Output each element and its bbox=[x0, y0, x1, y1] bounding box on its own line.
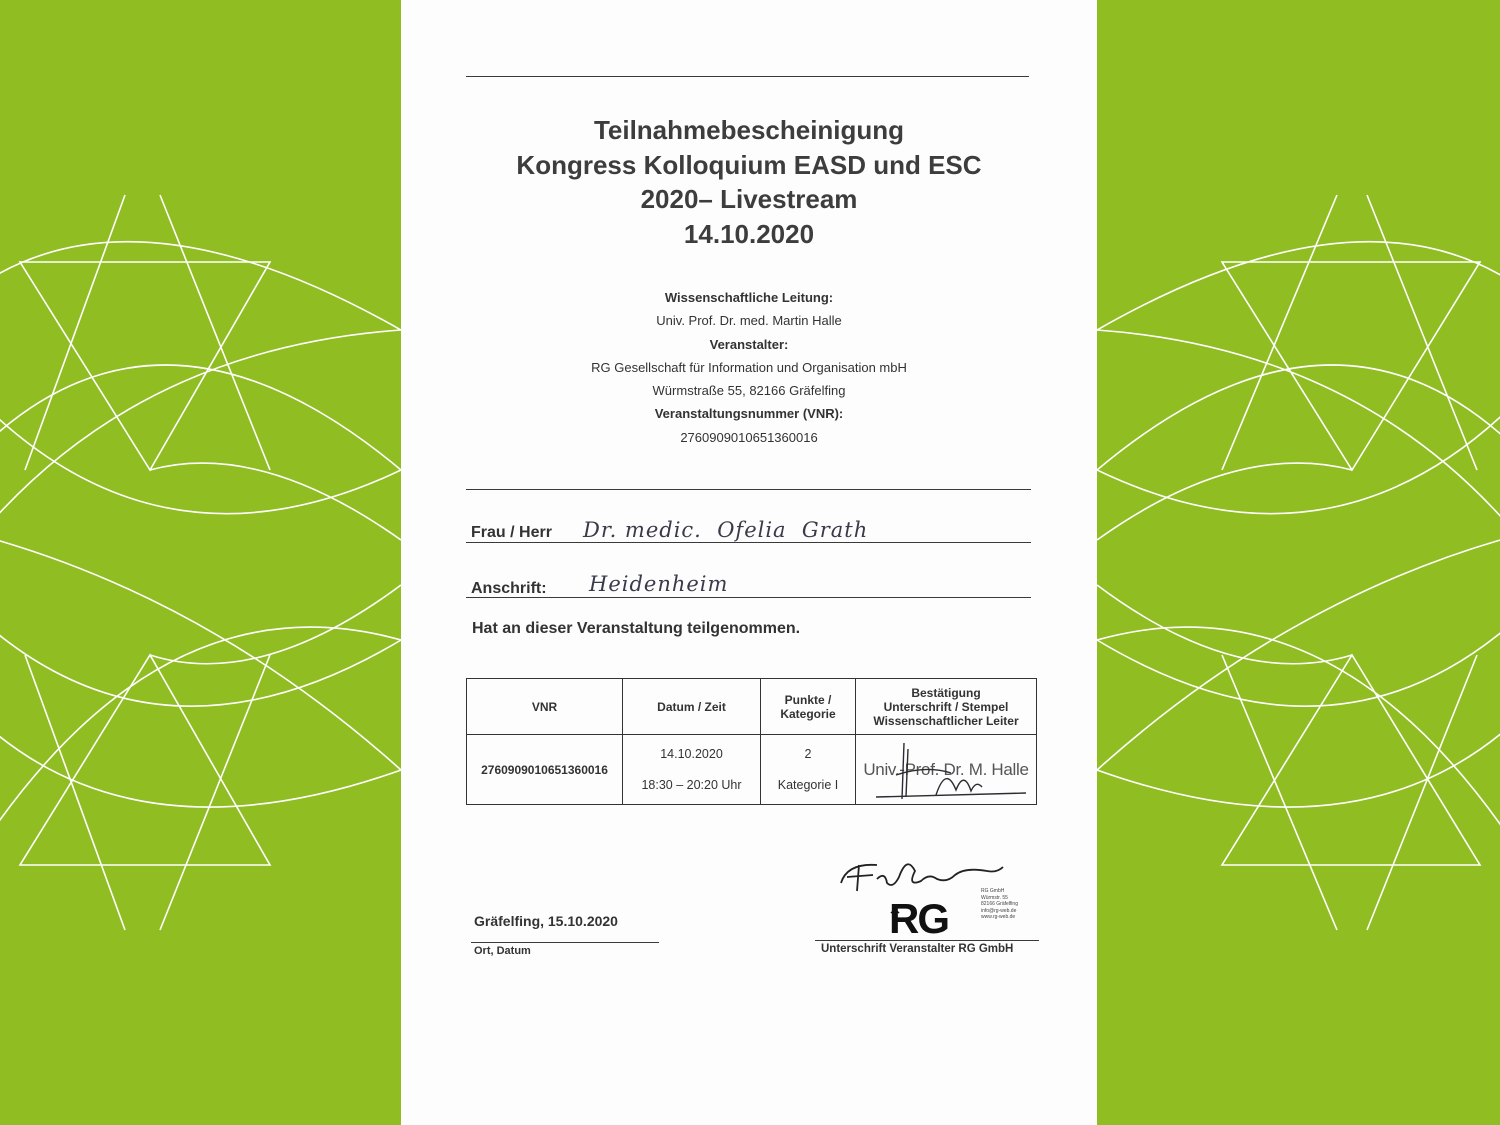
organizer-signature-stroke bbox=[841, 864, 1003, 891]
right-decorative-panel bbox=[1097, 0, 1500, 1125]
middle-rule bbox=[466, 489, 1031, 490]
signer-name: Univ.-Prof. Dr. M. Halle bbox=[863, 759, 1029, 779]
name-handwritten: Dr. medic. Ofelia Grath bbox=[583, 518, 869, 542]
organizer-signature-caption: Unterschrift Veranstalter RG GmbH bbox=[821, 943, 1014, 955]
address-line bbox=[466, 597, 1031, 598]
table-row bbox=[467, 735, 1037, 805]
scientific-lead-signature bbox=[856, 735, 1036, 804]
header-confirmation-line: Bestätigung bbox=[911, 685, 981, 700]
scientific-lead-label: Wissenschaftliche Leitung: bbox=[664, 290, 834, 305]
stamp-line: www.rg-web.de bbox=[981, 914, 1016, 920]
table-header-row bbox=[467, 679, 1037, 735]
row-points-value: 2 bbox=[804, 746, 812, 761]
stamp-line: Würmstr. 55 bbox=[981, 894, 1008, 901]
address-handwritten: Heidenheim bbox=[589, 572, 729, 596]
title-line: 14.10.2020 bbox=[683, 218, 815, 249]
event-info bbox=[401, 286, 1097, 449]
certificate-document bbox=[401, 0, 1097, 1125]
header-points-line: Punkte / bbox=[784, 692, 832, 707]
place-date: Gräfelfing, 15.10.2020 bbox=[474, 913, 618, 929]
name-label: Frau / Herr bbox=[471, 524, 552, 541]
scientific-lead: Univ. Prof. Dr. med. Martin Halle bbox=[656, 313, 842, 329]
stamp-logo: RG bbox=[889, 895, 948, 938]
title-line: Teilnahmebescheinigung bbox=[593, 115, 905, 145]
row-vnr: 2760909010651360016 bbox=[467, 735, 623, 805]
header-datetime: Datum / Zeit bbox=[623, 679, 761, 735]
organizer-signature-line bbox=[815, 940, 1039, 941]
vnr-label: Veranstaltungsnummer (VNR): bbox=[654, 406, 844, 422]
stamp-line: info@rg-web.de bbox=[981, 907, 1017, 914]
title-line: Kongress Kolloquium EASD und ESC bbox=[516, 149, 982, 180]
stamp-line: RG GmbH bbox=[981, 888, 1005, 894]
header-confirmation-line: Unterschrift / Stempel bbox=[883, 699, 1009, 714]
vnr-value: 2760909010651360016 bbox=[680, 429, 818, 445]
left-line-ornament bbox=[0, 0, 401, 1125]
organizer-address: Würmstraße 55, 82166 Gräfelfing bbox=[652, 383, 846, 399]
row-category: Kategorie I bbox=[777, 777, 839, 792]
certificate-title bbox=[401, 113, 1097, 251]
left-decorative-panel bbox=[0, 0, 401, 1125]
header-vnr: VNR bbox=[467, 679, 623, 735]
right-line-ornament bbox=[1097, 0, 1500, 1125]
stamp-line: 82166 Gräfelfing bbox=[981, 901, 1018, 907]
certificate-table bbox=[466, 678, 1037, 805]
row-signature-cell bbox=[856, 735, 1037, 805]
header-points bbox=[761, 679, 856, 735]
stamp-text bbox=[981, 888, 1018, 921]
organizer-name: RG Gesellschaft für Information und Organisation mbH bbox=[591, 359, 907, 375]
top-rule bbox=[466, 76, 1029, 77]
row-date: 14.10.2020 bbox=[660, 746, 723, 761]
header-confirmation bbox=[856, 679, 1037, 735]
row-datetime bbox=[623, 735, 761, 805]
title-line: 2020– Livestream bbox=[640, 184, 858, 214]
participation-statement: Hat an dieser Veranstaltung teilgenommen. bbox=[472, 620, 801, 637]
row-points bbox=[761, 735, 856, 805]
place-date-caption: Ort, Datum bbox=[474, 945, 531, 957]
organizer-label: Veranstalter: bbox=[709, 336, 789, 352]
header-points-line: Kategorie bbox=[780, 706, 836, 721]
name-line bbox=[466, 542, 1031, 543]
address-label: Anschrift: bbox=[471, 580, 547, 597]
place-date-line bbox=[471, 942, 659, 943]
header-confirmation-line: Wissenschaftlicher Leiter bbox=[873, 713, 1019, 728]
row-time: 18:30 – 20:20 Uhr bbox=[641, 777, 742, 792]
